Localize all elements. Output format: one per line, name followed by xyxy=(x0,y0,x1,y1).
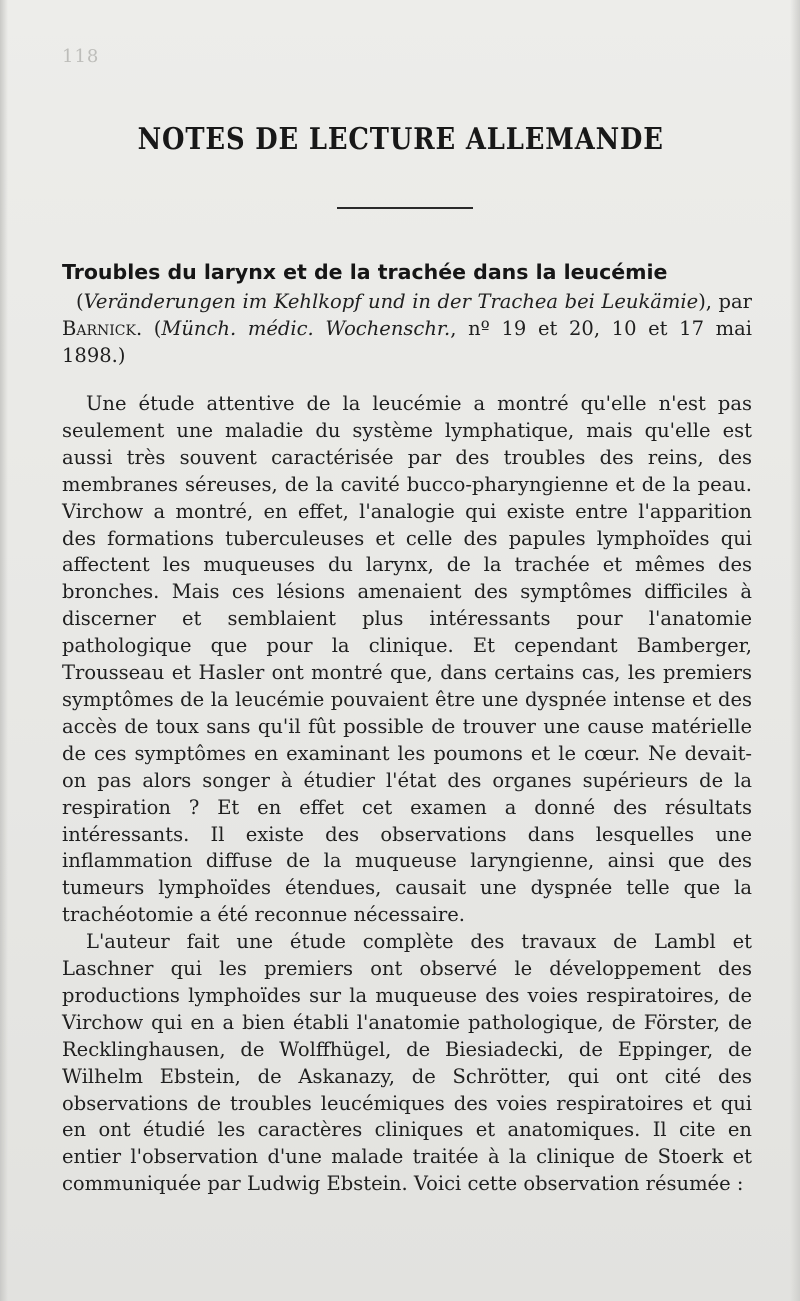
citation-open: ( xyxy=(76,290,84,313)
article-body xyxy=(62,391,752,1198)
citation-sep: . ( xyxy=(135,317,162,340)
scan-shadow-left xyxy=(0,0,8,1301)
citation-german-title: Veränderungen im Kehlkopf und in der Trachea bei Leukämie xyxy=(83,290,699,313)
body-paragraph-2: L'auteur fait une étude complète des travaux de Lambl et Laschner qui les premiers ont observé le développement des productions lymphoïdes sur la muqueuse des voies respiratoires, de Virchow qui en a bien établi l'anatomie pathologique, de Förster, de Recklinghausen, de Wolffhügel, de Biesiadecki, de Eppinger, de Wilhelm Ebstein, de Askanazy, de Schrötter, qui ont cité des observations de troubles leucémiques des voies respiratoires et qui en ont étudié les caractères cliniques et anatomiques. Il cite en entier l'observation d'une malade traitée à la clinique de Stoerk et communiquée par Ludwig Ebstein. Voici cette observation résumée : xyxy=(62,930,752,1196)
article-heading: Troubles du larynx et de la trachée dans la leucémie xyxy=(62,260,668,284)
citation-author: Barnick xyxy=(62,317,136,340)
article-citation xyxy=(62,288,752,369)
scan-shadow-right xyxy=(790,0,800,1301)
body-paragraph-1: Une étude attentive de la leucémie a montré qu'elle n'est pas seulement une maladie du système lymphatique, mais qu'elle est aussi très souvent caractérisée par des troubles des reins, des membranes séreuses, de la cavité bucco-pharyngienne et de la peau. Virchow a montré, en effet, l'analogie qui existe entre l'apparition des formations tuberculeuses et celle des papules lymphoïdes qui affectent les muqueuses du larynx, de la trachée et mêmes des bronches. Mais ces lésions amenaient des symptômes difficiles à discerner et semblaient plus intéressants pour l'anatomie pathologique que pour la clinique. Et cependant Bamberger, Trousseau et Hasler ont montré que, dans certains cas, les premiers symptômes de la leucémie pouvaient être une dyspnée intense et des accès de toux sans qu'il fût possible de trouver une cause matérielle de ces symptômes en examinant les poumons et le cœur. Ne devait-on pas alors songer à étudier l'état des organes supérieurs de la respiration ? Et en effet cet examen a donné des résultats intéressants. Il existe des observations dans lesquelles une inflammation diffuse de la muqueuse laryngienne, ainsi que des tumeurs lymphoïdes étendues, causait une dyspnée telle que la trachéotomie a été reconnue nécessaire. xyxy=(62,392,752,927)
page-number: 118 xyxy=(62,46,100,67)
citation-details: , nº 19 et 20, 10 et 17 mai 1898.) xyxy=(62,317,752,367)
page-title: NOTES DE LECTURE ALLEMANDE xyxy=(137,122,664,157)
citation-journal: Münch. médic. Wochenschr. xyxy=(161,317,451,340)
citation-par: ), par xyxy=(698,290,752,313)
title-divider xyxy=(337,207,473,209)
